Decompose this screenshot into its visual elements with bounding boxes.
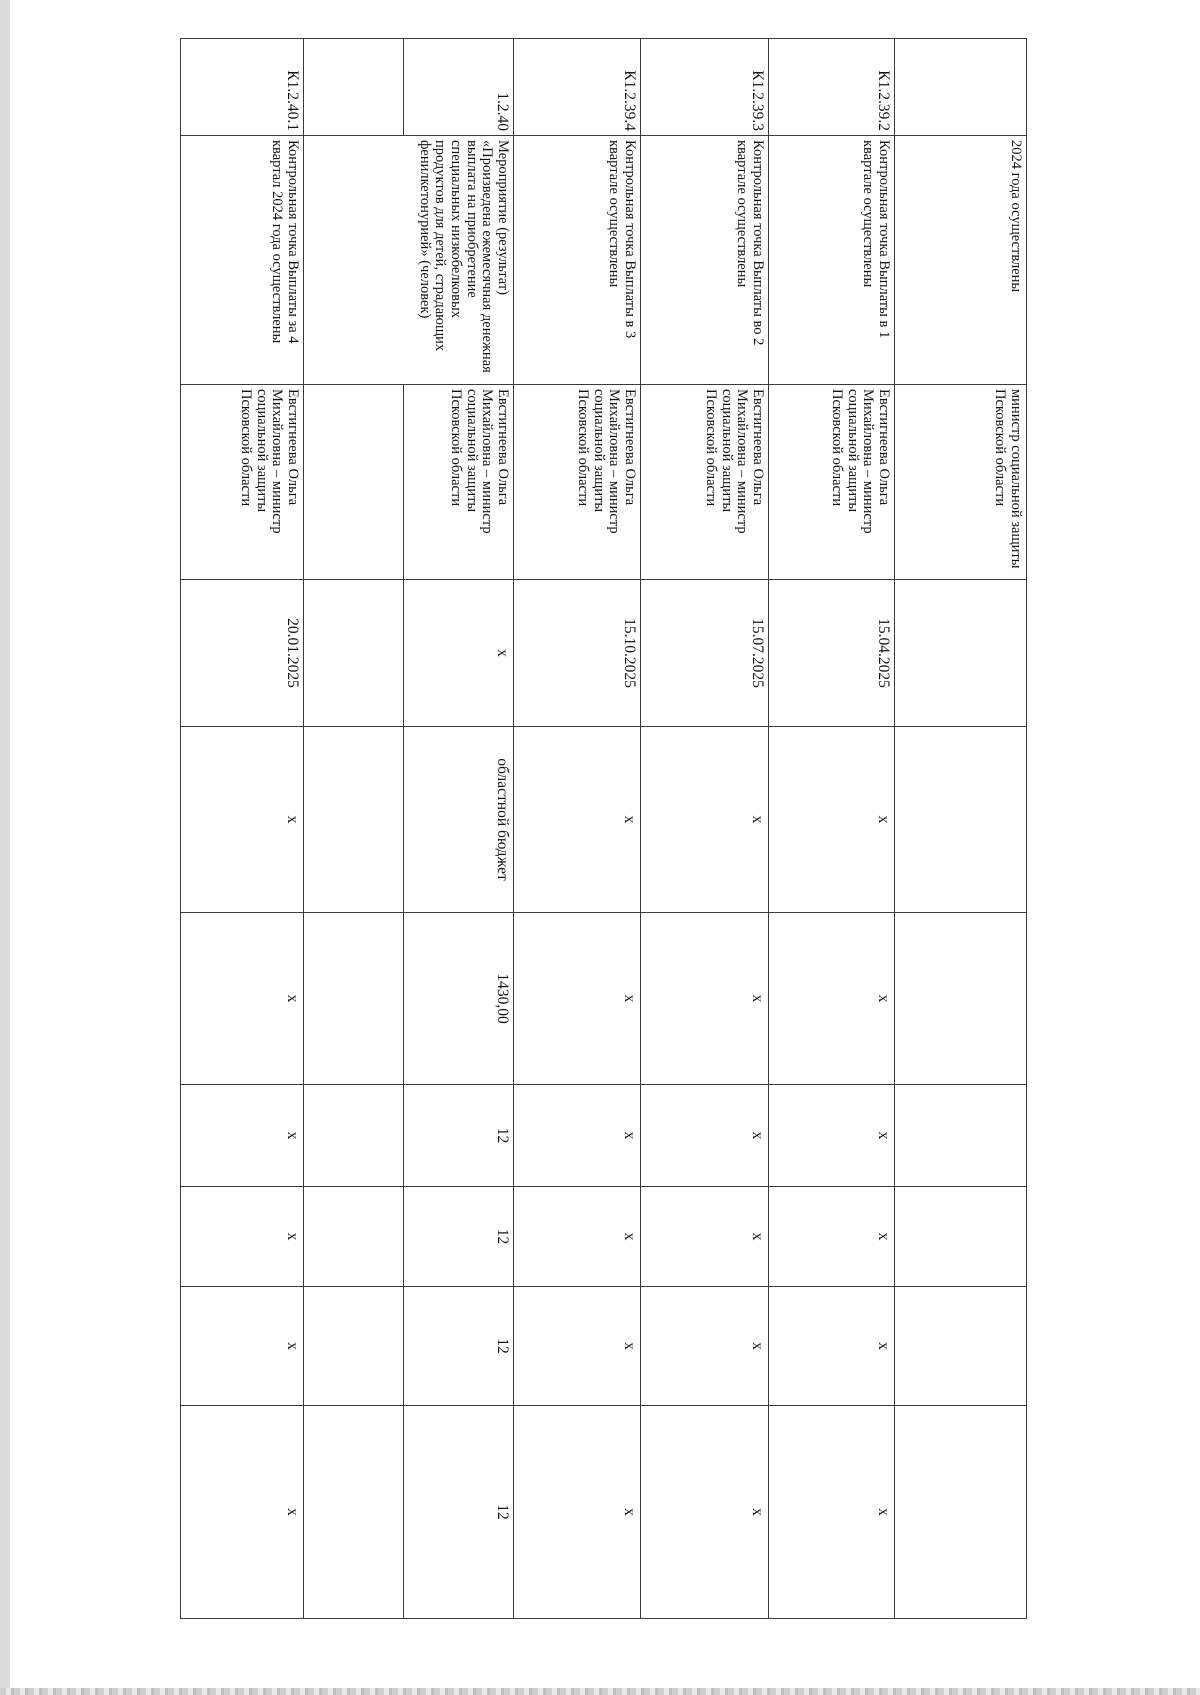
empty-cell <box>304 1406 404 1619</box>
row-value-1: 12 <box>404 1085 514 1187</box>
row-code: К1.2.40.1 <box>181 39 304 136</box>
row-value-3: 12 <box>404 1287 514 1406</box>
row-source: х <box>769 727 895 913</box>
row-value-3: х <box>514 1287 641 1406</box>
row-amount: 1430,00 <box>404 913 514 1085</box>
row-responsible: Евстигнеева Ольга Михайловна – министр социальной защиты Псковской области <box>514 385 641 580</box>
row-value-1: х <box>181 1085 304 1187</box>
row-value-3 <box>895 1287 1027 1406</box>
table-row <box>514 39 641 1619</box>
table-row <box>769 39 895 1619</box>
row-value-4: х <box>769 1406 895 1619</box>
row-date: 15.10.2025 <box>514 580 641 727</box>
row-date <box>895 580 1027 727</box>
row-value-1: х <box>641 1085 769 1187</box>
empty-cell <box>304 39 404 136</box>
row-title: Мероприятие (результат) «Произведена ежемесячная денежная выплата на приобретение специальных низкобелковых продуктов для детей, страдающих фенилкетонурией» (человек) <box>304 136 514 385</box>
row-title: Контрольная точка Выплаты за 4 квартал 2024 года осуществлены <box>181 136 304 385</box>
row-date: 15.07.2025 <box>641 580 769 727</box>
row-responsible: Евстигнеева Ольга Михайловна – министр социальной защиты Псковской области <box>641 385 769 580</box>
row-value-2: х <box>769 1187 895 1287</box>
row-title: Контрольная точка Выплаты во 2 квартале осуществлены <box>641 136 769 385</box>
row-value-3: х <box>181 1287 304 1406</box>
row-source: х <box>641 727 769 913</box>
row-value-2: 12 <box>404 1187 514 1287</box>
empty-cell <box>304 385 404 580</box>
row-source <box>895 727 1027 913</box>
row-responsible: Евстигнеева Ольга Михайловна – министр социальной защиты Псковской области <box>769 385 895 580</box>
row-value-1: х <box>769 1085 895 1187</box>
empty-cell <box>304 727 404 913</box>
row-amount: х <box>769 913 895 1085</box>
empty-cell <box>304 580 404 727</box>
row-code: К1.2.39.3 <box>641 39 769 136</box>
table-row <box>181 39 304 1619</box>
scan-bottom-edge <box>0 1688 1200 1695</box>
row-source: областной бюджет <box>404 727 514 913</box>
row-value-2: х <box>641 1187 769 1287</box>
row-value-4: х <box>641 1406 769 1619</box>
row-value-2: х <box>181 1187 304 1287</box>
row-value-4: 12 <box>404 1406 514 1619</box>
row-source: х <box>181 727 304 913</box>
row-responsible: министр социальной защиты Псковской области <box>895 385 1027 580</box>
row-title: 2024 года осуществлены <box>895 136 1027 385</box>
row-title: Контрольная точка Выплаты в 3 квартале осуществлены <box>514 136 641 385</box>
row-code: 1.2.40 <box>404 39 514 136</box>
rotated-page-content <box>181 38 1027 1618</box>
row-code: К1.2.39.2 <box>769 39 895 136</box>
row-value-4: х <box>181 1406 304 1619</box>
table-row <box>641 39 769 1619</box>
plan-table <box>180 38 1027 1619</box>
row-value-4 <box>895 1406 1027 1619</box>
row-responsible: Евстигнеева Ольга Михайловна – министр социальной защиты Псковской области <box>181 385 304 580</box>
scan-left-edge <box>0 0 10 1690</box>
row-value-1 <box>895 1085 1027 1187</box>
row-value-3: х <box>641 1287 769 1406</box>
empty-cell <box>304 913 404 1085</box>
row-date: 15.04.2025 <box>769 580 895 727</box>
row-value-2 <box>895 1187 1027 1287</box>
empty-cell <box>304 1085 404 1187</box>
empty-cell <box>304 1187 404 1287</box>
empty-cell <box>304 1287 404 1406</box>
table-row <box>895 39 1027 1619</box>
row-amount: х <box>181 913 304 1085</box>
table-row <box>404 39 514 1619</box>
row-amount: х <box>641 913 769 1085</box>
row-responsible: Евстигнеева Ольга Михайловна – министр социальной защиты Псковской области <box>404 385 514 580</box>
row-title: Контрольная точка Выплаты в 1 квартале осуществлены <box>769 136 895 385</box>
row-amount <box>895 913 1027 1085</box>
row-value-4: х <box>514 1406 641 1619</box>
row-code <box>895 39 1027 136</box>
row-value-2: х <box>514 1187 641 1287</box>
row-source: х <box>514 727 641 913</box>
row-date: х <box>404 580 514 727</box>
row-amount: х <box>514 913 641 1085</box>
row-date: 20.01.2025 <box>181 580 304 727</box>
row-value-3: х <box>769 1287 895 1406</box>
row-code: К1.2.39.4 <box>514 39 641 136</box>
row-value-1: х <box>514 1085 641 1187</box>
